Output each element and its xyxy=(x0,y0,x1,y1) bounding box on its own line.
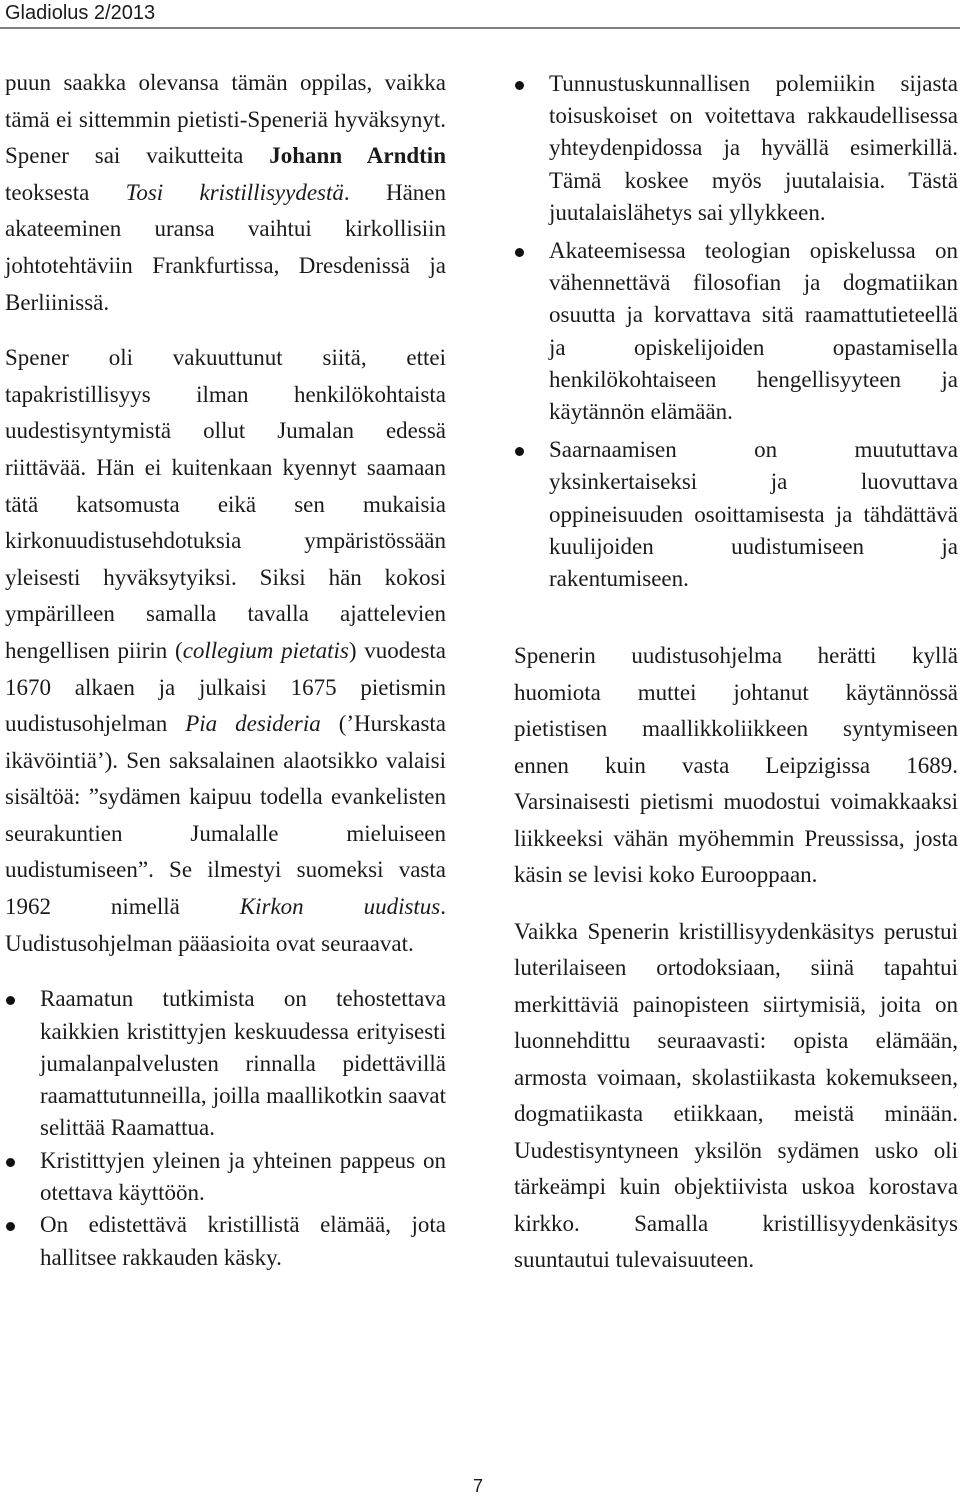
text-run: teoksesta xyxy=(5,179,126,205)
italic-run: Kirkon uudistus xyxy=(239,894,441,920)
bullet-icon xyxy=(6,1158,15,1167)
bold-run: Johann Arndtin xyxy=(269,143,446,169)
left-column xyxy=(5,65,446,1274)
right-paragraph-1: Spenerin uudistusohjelma herätti kyllä huomiota muttei johtanut käytännössä pietistisen maallikkoliikkeen syntymiseen ennen kuin vasta Leipzigissa 1689. Varsinaisesti pietismi muodostui voimakkaaksi liikkeeksi vähän myöhemmin Preussissa, josta käsin se levisi koko Eurooppaan. xyxy=(514,643,958,888)
left-paragraph-1 xyxy=(5,65,446,321)
list-item: Kristittyjen yleinen ja yhteinen pappeus on otettava käyttöön. xyxy=(5,1145,446,1210)
bullet-icon xyxy=(515,81,524,90)
text-run: puun saakka olevansa tämän oppilas, vaikka tämä ei sittemmin pietisti-Speneriä hyväksynyt. Spener sai vaikutteita xyxy=(5,70,446,169)
running-header: Gladiolus 2/2013 xyxy=(5,2,156,24)
list-item: On edistettävä kristillistä elämää, jota hallitsee rakkauden käsky. xyxy=(5,1209,446,1274)
bullet-icon xyxy=(515,447,524,456)
list-item: Tunnustuskunnallisen polemiikin sijasta toisuskoiset on voitettava rakkaudellisessa yhteydenpidossa ja hyvällä esimerkillä. Tämä koskee myös juutalaisia. Tästä juutalaislähetys sai yllykkeen. xyxy=(514,68,958,229)
italic-run: collegium pietatis xyxy=(182,637,349,663)
bullet-icon xyxy=(6,1222,15,1231)
text-run: ) vuodesta 1670 alkaen ja julkaisi 1675 pietismin uudistusohjelman xyxy=(5,637,447,737)
italic-run: Pia desideria xyxy=(185,711,321,737)
list-item: Akateemisessa teologian opiskelussa on vähennettävä filosofian ja dogmatiikan osuutta ja korvattava sitä raamattutieteellä ja opiskelijoiden opastamisella henkilökohtaiseen hengellisyyteen ja käytännön elämään. xyxy=(514,235,958,428)
right-column xyxy=(514,68,958,1279)
reform-program-list-continued xyxy=(514,68,958,595)
left-paragraph-2 xyxy=(5,340,446,962)
page-number: 7 xyxy=(473,1476,484,1496)
list-item: Saarnaamisen on muututtava yksinkertaiseksi ja luovuttava oppineisuuden osoittamisesta ja tähdättävä kuulijoiden uudistumiseen ja rakentumiseen. xyxy=(514,434,958,595)
bullet-icon xyxy=(6,996,15,1005)
bullet-icon xyxy=(515,248,524,257)
header-rule xyxy=(0,27,960,29)
text-run: . Hänen akateeminen uransa vaihtui kirkollisiin johtotehtäviin Frankfurtissa, Dresdenissä ja Berliinissä. xyxy=(5,179,447,315)
list-item: Raamatun tutkimista on tehostettava kaikkien kristittyjen keskuudessa erityisesti jumalanpalvelusten rinnalla pidettävillä raamattutunneilla, joilla maallikotkin saavat selittää Raamattua. xyxy=(5,983,446,1144)
text-run: (’Hurskasta ikävöintiä’). Sen saksalainen alaotsikko valaisi sisältöä: ”sydämen kaipuu todella evankelisten seurakuntien Jumalalle mieluiseen uudistumiseen”. Se ilmestyi suomeksi vasta 1962 nimellä xyxy=(5,711,446,920)
italic-run: Tosi kristillisyydestä xyxy=(125,179,344,205)
text-run: Spener oli vakuuttunut siitä, ettei tapakristillisyys ilman henkilökohtaista uudestisyntymistä ollut Jumalan edessä riittävää. Hän ei kuitenkaan kyennyt saamaan tätä katsomusta eikä sen mukaisia kirkonuudistusehdotuksia ympäristössään yleisesti hyväksytyiksi. Siksi hän kokosi ympärilleen samalla tavalla ajattelevien hengellisen piirin ( xyxy=(5,345,446,663)
right-paragraph-2: Vaikka Spenerin kristillisyydenkäsitys perustui luterilaiseen ortodoksiaan, siinä tapahtui merkittäviä painopisteen siirtymisiä, joita on luonnehdittu seuraavasti: opista elämään, armosta voimaan, skolastiikasta kokemukseen, dogmatiikasta etiikkaan, meistä minään. Uudestisyntyneen yksilön sydämen usko oli tärkeämpi kuin objektiivista uskoa korostava kirkko. Samalla kristillisyydenkäsitys suuntautui tulevaisuuteen. xyxy=(514,918,958,1273)
text-run: . Uudistusohjelman pääasioita ovat seuraavat. xyxy=(5,894,446,956)
reform-program-list xyxy=(5,983,446,1274)
